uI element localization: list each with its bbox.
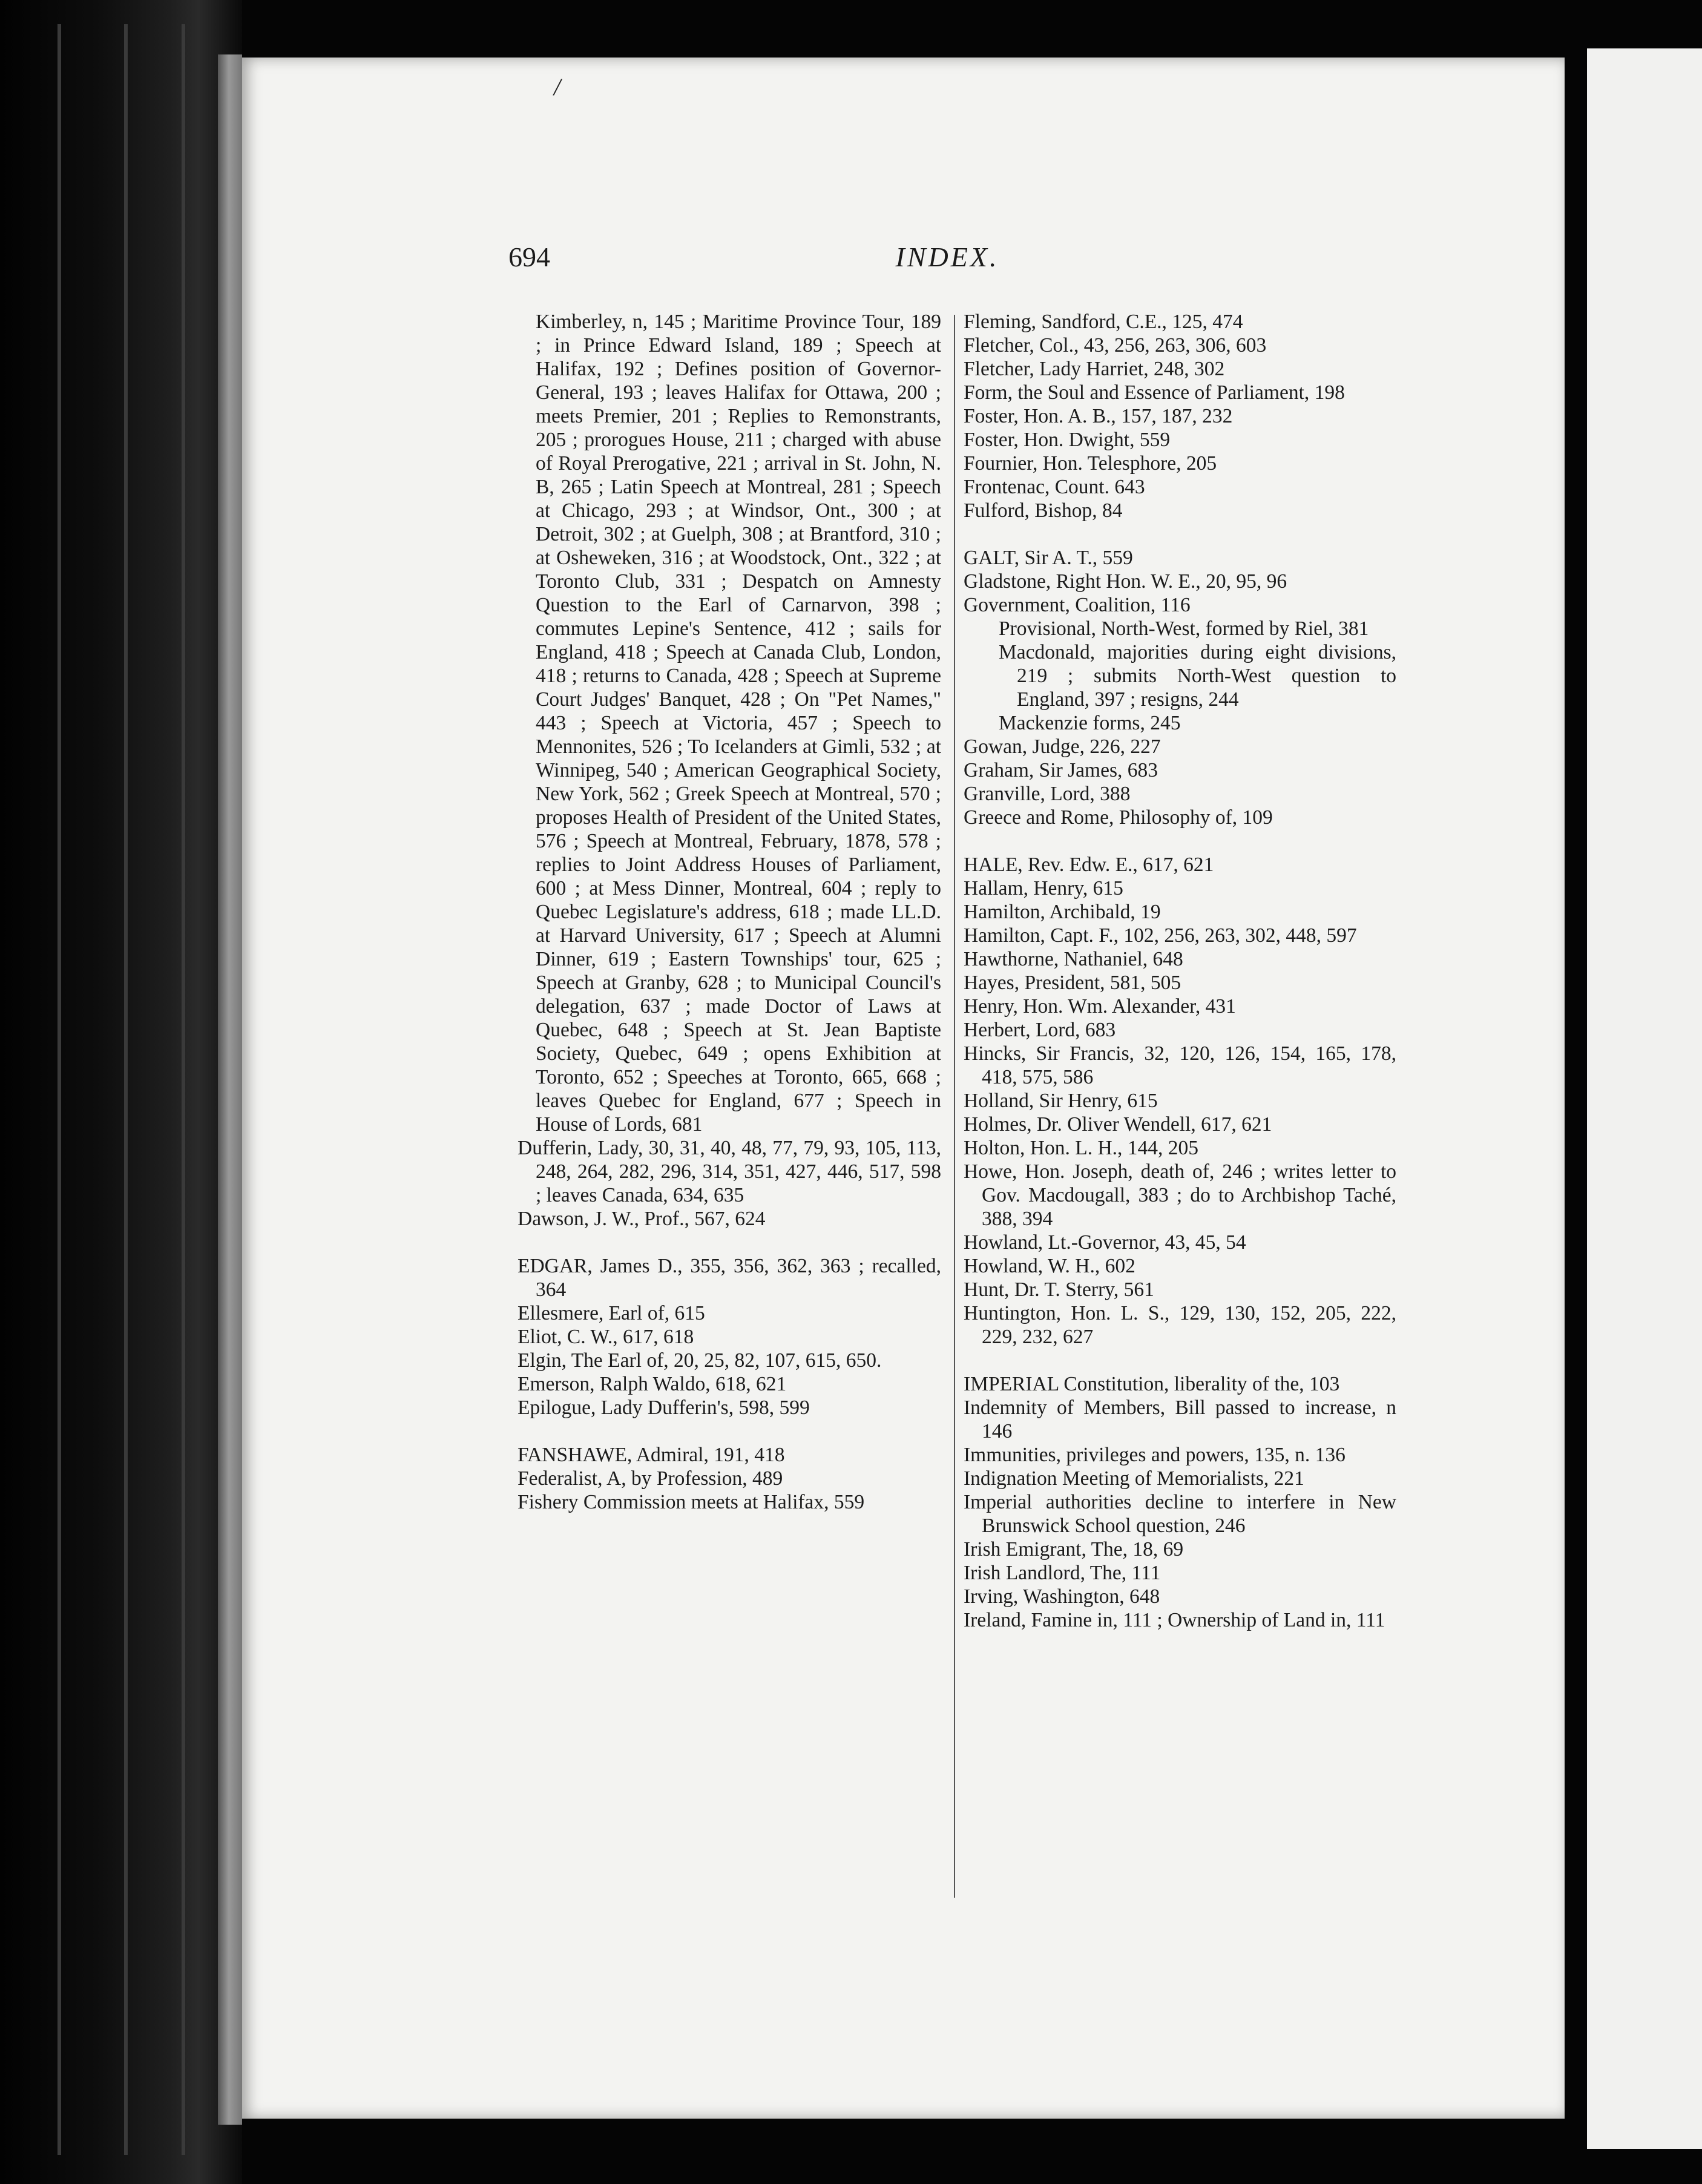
index-entry: Epilogue, Lady Dufferin's, 598, 599 (518, 1396, 810, 1419)
index-entry: Fletcher, Lady Harriet, 248, 302 (964, 358, 1225, 380)
index-entry: Hamilton, Archibald, 19 (964, 901, 1161, 923)
index-entry: Hunt, Dr. T. Sterry, 561 (964, 1278, 1154, 1301)
spine-edge-line (182, 24, 185, 2155)
index-entry: Howe, Hon. Joseph, death of, 246 ; writes letter to Gov. Macdougall, 383 ; do to Archbishop Taché, 388, 394 (964, 1160, 1396, 1230)
index-entry: Greece and Rome, Philosophy of, 109 (964, 806, 1273, 829)
index-entry: Hallam, Henry, 615 (964, 877, 1123, 900)
index-entry: Ireland, Famine in, 111 ; Ownership of Land in, 111 (964, 1609, 1385, 1631)
running-head: INDEX. (895, 242, 999, 272)
index-entry: IMPERIAL Constitution, liberality of the, 103 (964, 1373, 1340, 1395)
index-entry: Holmes, Dr. Oliver Wendell, 617, 621 (964, 1113, 1272, 1136)
spine-edge-line (124, 24, 128, 2155)
page-header (508, 241, 1386, 277)
index-column-right (964, 310, 1396, 1632)
book-spine (0, 0, 242, 2184)
index-entry: Kimberley, n, 145 ; Maritime Province Tour, 189 ; in Prince Edward Island, 189 ; Speech at Halifax, 192 ; Defines position of Governor-General, 193 ; leaves Halifax for Ottawa, 200 ; meets Premier, 201 ; Replies to Remonstrants, 205 ; prorogues House, 211 ; charged with abuse of Royal Prerogative, 221 ; arrival in St. John, N. B, 265 ; Latin Speech at Montreal, 281 ; Speech at Chicago, 293 ; at Windsor, Ont., 300 ; at Detroit, 302 ; at Guelph, 308 ; at Brantford, 310 ; at Osheweken, 316 ; at Woodstock, Ont., 322 ; at Toronto Club, 331 ; Despatch on Amnesty Question to the Earl of Carnarvon, 398 ; commutes Lepine's Sentence, 412 ; sails for England, 418 ; Speech at Canada Club, London, 418 ; returns to Canada, 428 ; Speech at Supreme Court Judges' Banquet, 428 ; On "Pet Names," 443 ; Speech at Victoria, 457 ; Speech to Mennonites, 526 ; To Icelanders at Gimli, 532 ; at Winnipeg, 540 ; American Geographical Society, New York, 562 ; Greek Speech at Montreal, 570 ; proposes Health of President of the United States, 576 ; Speech at Montreal, February, 1878, 578 ; replies to Joint Address Houses of Parliament, 600 ; at Mess Dinner, Montreal, 604 ; reply to Quebec Legislature's address, 618 ; made LL.D. at Harvard University, 617 ; Speech at Alumni Dinner, 619 ; Eastern Townships' tour, 625 ; Speech at Granby, 628 ; to Municipal Council's delegation, 637 ; made Doctor of Laws at Quebec, 648 ; Speech at St. Jean Baptiste Society, Quebec, 649 ; opens Exhibition at Toronto, 652 ; Speeches at Toronto, 665, 668 ; leaves Quebec for England, 677 ; Speech in House of Lords, 681 (536, 311, 941, 1136)
index-entry: Emerson, Ralph Waldo, 618, 621 (518, 1373, 787, 1395)
index-entry: Foster, Hon. A. B., 157, 187, 232 (964, 405, 1233, 427)
page-stack-edge (218, 54, 242, 2125)
index-entry: Irish Emigrant, The, 18, 69 (964, 1538, 1184, 1561)
index-entry: Hawthorne, Nathaniel, 648 (964, 948, 1183, 970)
index-entry: Huntington, Hon. L. S., 129, 130, 152, 205, 222, 229, 232, 627 (964, 1302, 1396, 1348)
section-gap (964, 1349, 1396, 1372)
index-entry: Indignation Meeting of Memorialists, 221 (964, 1467, 1304, 1490)
index-entry: Gowan, Judge, 226, 227 (964, 735, 1161, 758)
index-entry: Hayes, President, 581, 505 (964, 972, 1181, 994)
index-entry: Holton, Hon. L. H., 144, 205 (964, 1137, 1199, 1159)
index-entry: Howland, Lt.-Governor, 43, 45, 54 (964, 1231, 1246, 1254)
index-entry: Dufferin, Lady, 30, 31, 40, 48, 77, 79, 93, 105, 113, 248, 264, 282, 296, 314, 351, 427, 446, 517, 598 ; leaves Canada, 634, 635 (518, 1137, 941, 1206)
margin-mark: / (554, 73, 561, 100)
index-entry: Howland, W. H., 602 (964, 1255, 1135, 1277)
index-entry: Hincks, Sir Francis, 32, 120, 126, 154, 165, 178, 418, 575, 586 (964, 1042, 1396, 1088)
index-entry: Irving, Washington, 648 (964, 1585, 1160, 1608)
index-entry: Frontenac, Count. 643 (964, 476, 1145, 498)
index-entry: Hamilton, Capt. F., 102, 256, 263, 302, 448, 597 (964, 924, 1357, 947)
index-entry: Fulford, Bishop, 84 (964, 499, 1123, 522)
index-entry: Eliot, C. W., 617, 618 (518, 1326, 694, 1348)
index-entry: Government, Coalition, 116 (964, 594, 1191, 616)
index-entry: Imperial authorities decline to interfere in New Brunswick School question, 246 (964, 1491, 1396, 1537)
section-gap (518, 1231, 941, 1254)
index-entry: Ellesmere, Earl of, 615 (518, 1302, 705, 1324)
index-entry: Immunities, privileges and powers, 135, n. 136 (964, 1444, 1346, 1466)
index-subentry: Provisional, North-West, formed by Riel, 381 (999, 617, 1369, 640)
index-entry: Herbert, Lord, 683 (964, 1019, 1116, 1041)
section-gap (518, 1419, 941, 1443)
index-entry: Graham, Sir James, 683 (964, 759, 1158, 781)
index-entry: Fournier, Hon. Telesphore, 205 (964, 452, 1217, 475)
facing-page-edge (1587, 48, 1702, 2149)
index-entry: Fletcher, Col., 43, 256, 263, 306, 603 (964, 334, 1267, 357)
index-entry: Holland, Sir Henry, 615 (964, 1090, 1158, 1112)
index-subentry: Macdonald, majorities during eight divisions, 219 ; submits North-West question to England, 397 ; resigns, 244 (999, 641, 1396, 711)
index-entry: Elgin, The Earl of, 20, 25, 82, 107, 615, 650. (518, 1349, 882, 1372)
index-entry: Gladstone, Right Hon. W. E., 20, 95, 96 (964, 570, 1287, 593)
index-entry: Indemnity of Members, Bill passed to increase, n 146 (964, 1396, 1396, 1442)
section-gap (964, 522, 1396, 546)
index-column-left (518, 310, 941, 1514)
index-entry: Granville, Lord, 388 (964, 783, 1131, 805)
index-entry: Form, the Soul and Essence of Parliament, 198 (964, 381, 1345, 404)
section-gap (964, 829, 1396, 853)
index-entry: GALT, Sir A. T., 559 (964, 547, 1133, 569)
index-entry: Henry, Hon. Wm. Alexander, 431 (964, 995, 1236, 1018)
index-entry: HALE, Rev. Edw. E., 617, 621 (964, 854, 1214, 876)
index-entry: Federalist, A, by Profession, 489 (518, 1467, 783, 1490)
index-entry: Dawson, J. W., Prof., 567, 624 (518, 1208, 766, 1230)
index-subentry: Mackenzie forms, 245 (999, 712, 1181, 734)
column-divider (954, 315, 955, 1898)
index-entry: FANSHAWE, Admiral, 191, 418 (518, 1444, 785, 1466)
index-entry: Fishery Commission meets at Halifax, 559 (518, 1491, 865, 1513)
spine-edge-line (58, 24, 61, 2155)
index-entry: Foster, Hon. Dwight, 559 (964, 429, 1171, 451)
index-entry: Fleming, Sandford, C.E., 125, 474 (964, 311, 1243, 333)
page-number: 694 (508, 242, 550, 272)
index-entry: Irish Landlord, The, 111 (964, 1562, 1161, 1584)
index-entry: EDGAR, James D., 355, 356, 362, 363 ; recalled, 364 (518, 1255, 941, 1301)
